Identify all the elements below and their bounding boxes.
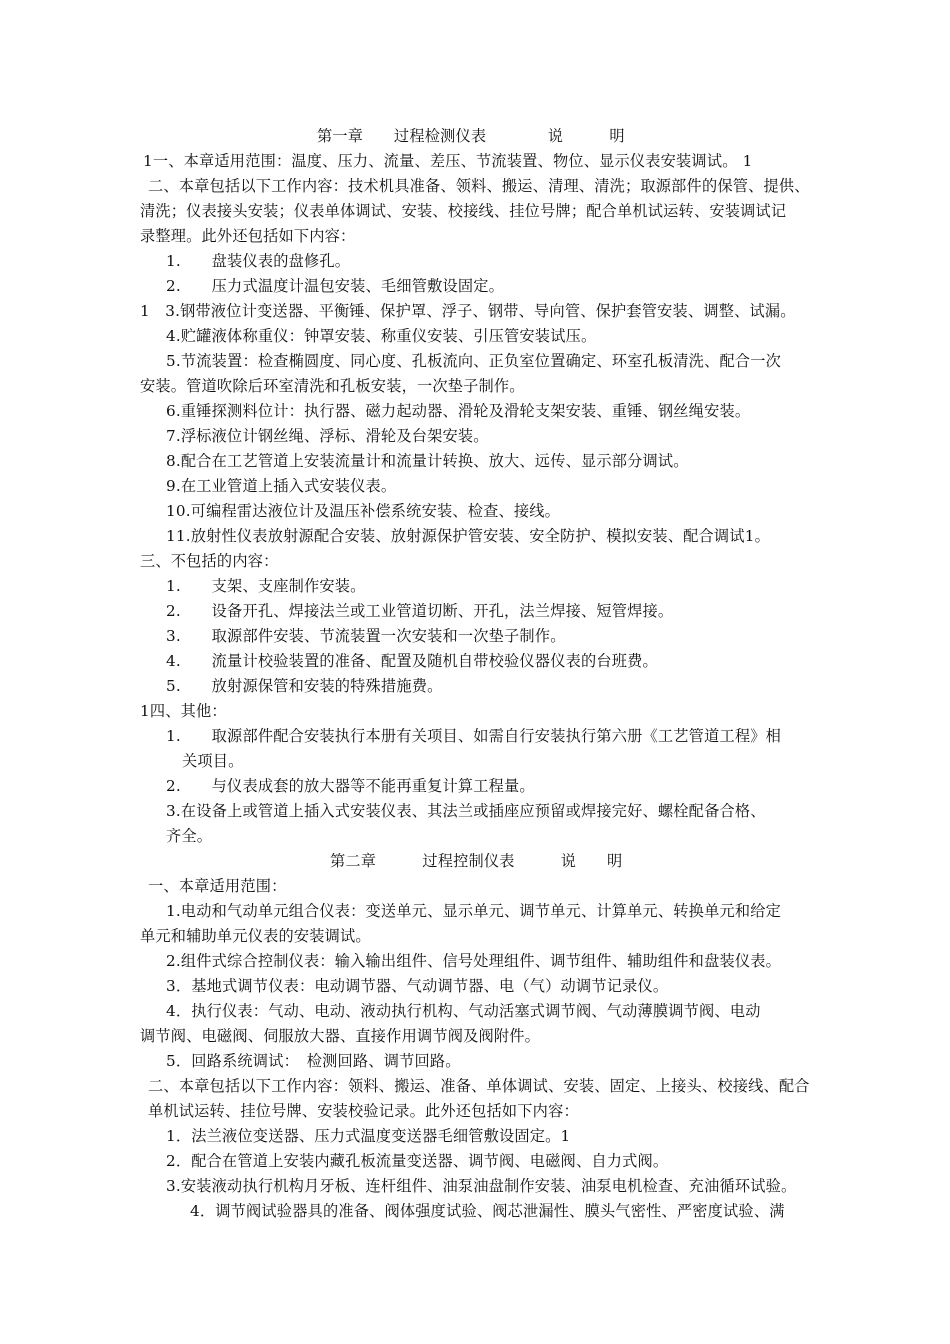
ch2-line: 单元和辅助单元仪表的安装调试。 bbox=[140, 927, 371, 945]
ch2-line: 2.组件式综合控制仪表：输入输出组件、信号处理组件、调节组件、辅助组件和盘装仪表。 bbox=[166, 952, 782, 970]
ch1-line: 1 3.钢带液位计变送器、平衡锤、保护罩、浮子、钢带、导向管、保护套管安装、调整、试漏。 bbox=[140, 302, 796, 320]
ch1-line: 10.可编程雷达液位计及温压补偿系统安装、检查、接线。 bbox=[166, 502, 561, 520]
ch2-line: 一、本章适用范围： bbox=[148, 877, 287, 895]
ch1-line: 安装。管道吹除后环室清洗和孔板安装，一次垫子制作。 bbox=[140, 377, 525, 395]
ch1-line: 齐全。 bbox=[166, 827, 213, 845]
ch2-line: 单机试运转、挂位号牌、安装校验记录。此外还包括如下内容： bbox=[148, 1102, 579, 1120]
ch2-line: 二、本章包括以下工作内容：领料、搬运、准备、单体调试、安装、固定、上接头、校接线、配合 bbox=[148, 1077, 810, 1095]
ch1-line: 6.重锤探测料位计：执行器、磁力起动器、滑轮及滑轮支架安装、重锤、钢丝绳安装。 bbox=[166, 402, 751, 420]
ch1-line: 9.在工业管道上插入式安装仪表。 bbox=[166, 477, 397, 495]
ch1-line: 关项目。 bbox=[182, 752, 244, 770]
ch2-line: 1.电动和气动单元组合仪表：变送单元、显示单元、调节单元、计算单元、转换单元和给定 bbox=[166, 902, 782, 920]
ch1-line: 1. 取源部件配合安装执行本册有关项目、如需自行安装执行第六册《工艺管道工程》相 bbox=[166, 727, 782, 745]
ch1-line: 2. 设备开孔、焊接法兰或工业管道切断、开孔，法兰焊接、短管焊接。 bbox=[166, 602, 674, 620]
ch1-line: 1. 盘装仪表的盘修孔。 bbox=[166, 252, 351, 270]
ch1-line: 二、本章包括以下工作内容：技术机具准备、领料、搬运、清理、清洗；取源部件的保管、提供、 bbox=[148, 177, 810, 195]
ch1-line: 2. 与仪表成套的放大器等不能再重复计算工程量。 bbox=[166, 777, 535, 795]
chapter-2-title: 第二章 过程控制仪表 说 明 bbox=[330, 852, 623, 870]
ch1-line: 清洗；仪表接头安装；仪表单体调试、安装、校接线、挂位号牌；配合单机试运转、安装调试记 bbox=[140, 202, 787, 220]
ch1-line: 8.配合在工艺管道上安装流量计和流量计转换、放大、远传、显示部分调试。 bbox=[166, 452, 689, 470]
ch1-line: 4. 流量计校验装置的准备、配置及随机自带校验仪器仪表的台班费。 bbox=[166, 652, 658, 670]
ch2-line: 3．基地式调节仪表：电动调节器、气动调节器、电（气）动调节记录仪。 bbox=[166, 977, 669, 995]
ch1-line: 3.在设备上或管道上插入式安装仪表、其法兰或插座应预留或焊接完好、螺栓配备合格、 bbox=[166, 802, 766, 820]
ch1-line: 1四、其他： bbox=[140, 702, 227, 720]
ch1-line: 11.放射性仪表放射源配合安装、放射源保护管安装、安全防护、模拟安装、配合调试1。 bbox=[166, 527, 770, 545]
ch1-line: 5.节流装置：检查椭圆度、同心度、孔板流向、正负室位置确定、环室孔板清洗、配合一次 bbox=[166, 352, 782, 370]
ch2-line: 4．调节阀试验器具的准备、阀体强度试验、阀芯泄漏性、膜头气密性、严密度试验、满 bbox=[190, 1202, 785, 1220]
ch1-line: 1. 支架、支座制作安装。 bbox=[166, 577, 366, 595]
ch1-line: 1一、本章适用范围：温度、压力、流量、差压、节流装置、物位、显示仪表安装调试。 1 bbox=[143, 152, 753, 170]
ch2-line: 3.安装液动执行机构月牙板、连杆组件、油泵油盘制作安装、油泵电机检查、充油循环试验。 bbox=[166, 1177, 797, 1195]
ch2-line: 4．执行仪表：气动、电动、液动执行机构、气动活塞式调节阀、气动薄膜调节阀、电动 bbox=[166, 1002, 761, 1020]
ch2-line: 1．法兰液位变送器、压力式温度变送器毛细管敷设固定。1 bbox=[166, 1127, 571, 1145]
ch1-line: 4.贮罐液体称重仪：钟罩安装、称重仪安装、引压管安装试压。 bbox=[166, 327, 597, 345]
ch2-line: 2．配合在管道上安装内藏孔板流量变送器、调节阀、电磁阀、自力式阀。 bbox=[166, 1152, 669, 1170]
ch1-line: 3. 取源部件安装、节流装置一次安装和一次垫子制作。 bbox=[166, 627, 566, 645]
ch1-line: 5. 放射源保管和安装的特殊措施费。 bbox=[166, 677, 443, 695]
ch1-line: 录整理。此外还包括如下内容： bbox=[140, 227, 356, 245]
ch2-line: 调节阀、电磁阀、伺服放大器、直接作用调节阀及阀附件。 bbox=[140, 1027, 541, 1045]
ch2-line: 5．回路系统调试： 检测回路、调节回路。 bbox=[166, 1052, 461, 1070]
ch1-line: 2. 压力式温度计温包安装、毛细管敷设固定。 bbox=[166, 277, 505, 295]
ch1-line: 三、不包括的内容： bbox=[140, 552, 279, 570]
ch1-line: 7.浮标液位计钢丝绳、浮标、滑轮及台架安装。 bbox=[166, 427, 489, 445]
chapter-1-title: 第一章 过程检测仪表 说 明 bbox=[317, 127, 625, 145]
